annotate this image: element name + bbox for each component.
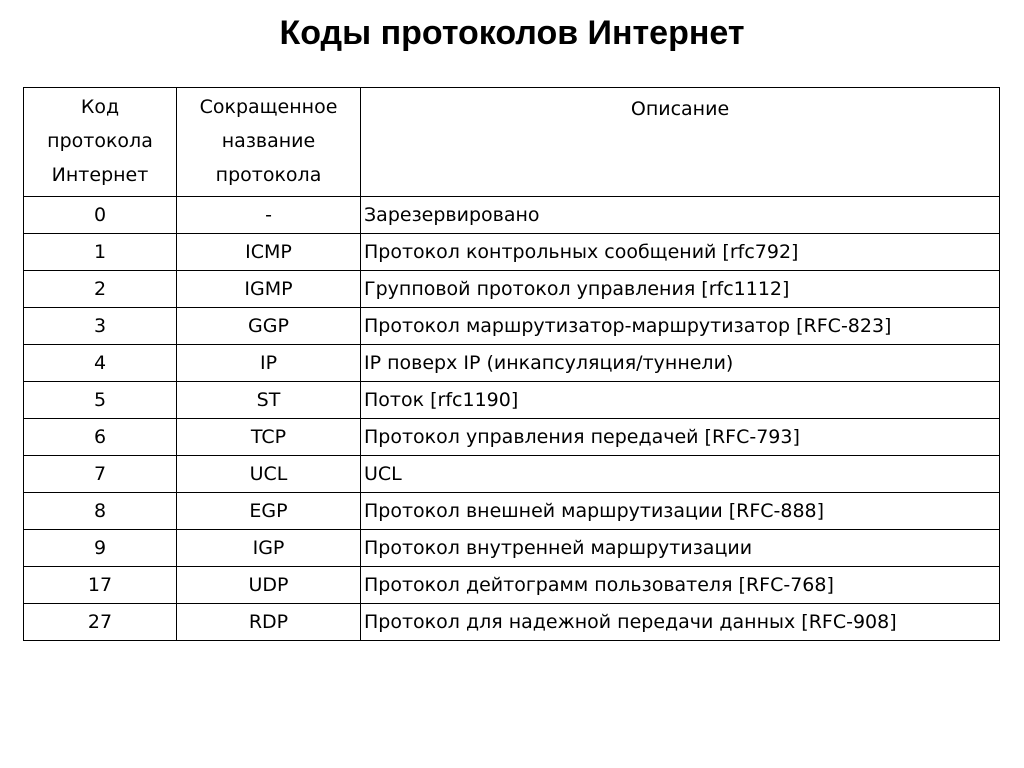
cell-code: 4 — [24, 345, 177, 382]
cell-code: 8 — [24, 493, 177, 530]
table-row — [24, 419, 1000, 456]
cell-description: Протокол дейтограмм пользователя [RFC-768] — [361, 567, 1000, 604]
cell-name: UDP — [177, 567, 361, 604]
header-name: Сокращенное название протокола — [177, 88, 361, 197]
table-row — [24, 308, 1000, 345]
cell-description: Протокол управления передачей [RFC-793] — [361, 419, 1000, 456]
cell-description: Поток [rfc1190] — [361, 382, 1000, 419]
table-row — [24, 234, 1000, 271]
cell-name: RDP — [177, 604, 361, 641]
table-row — [24, 493, 1000, 530]
cell-code: 6 — [24, 419, 177, 456]
cell-code: 7 — [24, 456, 177, 493]
cell-code: 17 — [24, 567, 177, 604]
table-row — [24, 197, 1000, 234]
cell-description: UCL — [361, 456, 1000, 493]
cell-description: Групповой протокол управления [rfc1112] — [361, 271, 1000, 308]
cell-name: IGP — [177, 530, 361, 567]
protocol-table — [23, 87, 1000, 641]
table-row — [24, 456, 1000, 493]
cell-description: IP поверх IP (инкапсуляция/туннели) — [361, 345, 1000, 382]
cell-description: Протокол внешней маршрутизации [RFC-888] — [361, 493, 1000, 530]
header-description: Описание — [361, 88, 1000, 197]
cell-code: 3 — [24, 308, 177, 345]
cell-code: 27 — [24, 604, 177, 641]
cell-description: Протокол контрольных сообщений [rfc792] — [361, 234, 1000, 271]
table-row — [24, 271, 1000, 308]
table-row — [24, 382, 1000, 419]
cell-description: Зарезервировано — [361, 197, 1000, 234]
cell-name: - — [177, 197, 361, 234]
table-row — [24, 530, 1000, 567]
page-title: Коды протоколов Интернет — [279, 14, 745, 52]
cell-name: GGP — [177, 308, 361, 345]
cell-code: 2 — [24, 271, 177, 308]
cell-name: EGP — [177, 493, 361, 530]
cell-code: 5 — [24, 382, 177, 419]
table-header-row — [24, 88, 1000, 197]
cell-code: 9 — [24, 530, 177, 567]
table-row — [24, 604, 1000, 641]
cell-code: 0 — [24, 197, 177, 234]
cell-code: 1 — [24, 234, 177, 271]
cell-description: Протокол маршрутизатор-маршрутизатор [RFC-823] — [361, 308, 1000, 345]
header-code: Код протокола Интернет — [24, 88, 177, 197]
cell-name: ICMP — [177, 234, 361, 271]
table-row — [24, 567, 1000, 604]
table-row — [24, 345, 1000, 382]
cell-description: Протокол внутренней маршрутизации — [361, 530, 1000, 567]
cell-name: IP — [177, 345, 361, 382]
cell-name: ST — [177, 382, 361, 419]
cell-name: TCP — [177, 419, 361, 456]
cell-name: IGMP — [177, 271, 361, 308]
cell-name: UCL — [177, 456, 361, 493]
cell-description: Протокол для надежной передачи данных [RFC-908] — [361, 604, 1000, 641]
